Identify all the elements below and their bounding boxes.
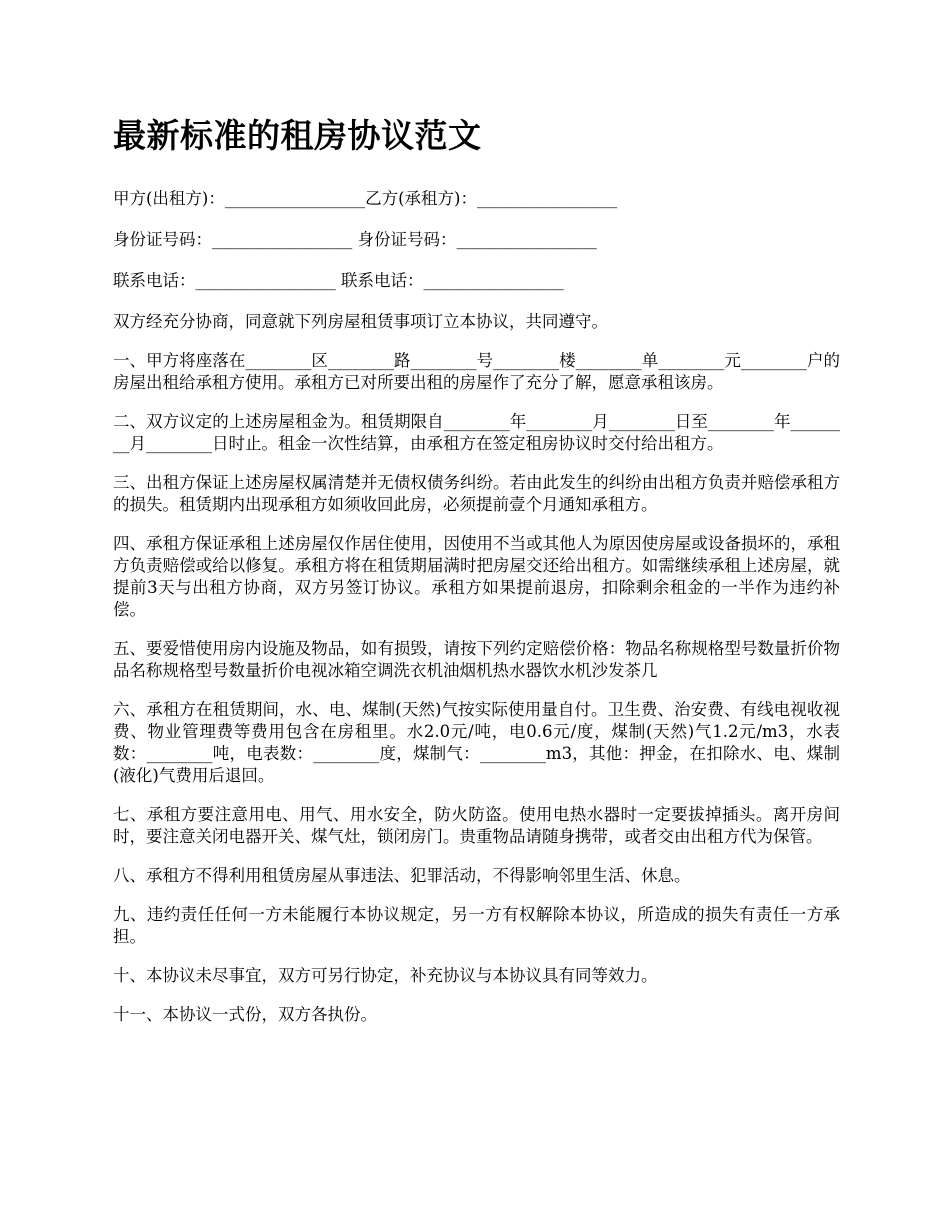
clause-5-paragraph: 五、要爱惜使用房内设施及物品，如有损毁，请按下列约定赔偿价格：物品名称规格型号数量折价物品名称规格型号数量折价电视冰箱空调洗衣机油烟机热水器饮水机沙发茶几 <box>113 639 840 680</box>
clause-9-paragraph: 九、违约责任任何一方未能履行本协议规定，另一方有权解除本协议，所造成的损失有责任一方承担。 <box>113 905 840 946</box>
phone-number-line: 联系电话：_________________ 联系电话：_________________ <box>113 271 564 290</box>
clause-1-paragraph: 一、甲方将座落在________区________路________号________楼________单________元________户的房屋出租给承租方使用。承租方已对所要出租的房屋作了充分了解，愿意承租该房。 <box>113 351 840 392</box>
document-title: 最新标准的租房协议范文 <box>113 116 482 155</box>
id-number-line: 身份证号码：_________________ 身份证号码：_________________ <box>113 230 597 249</box>
document-page <box>113 112 840 1043</box>
clause-2-paragraph: 二、双方议定的上述房屋租金为。租赁期限自________年________月________日至________年________月________日时止。租金一次性结算，由承租方在签定租房协议时交付给出租方。 <box>113 412 840 453</box>
clause-7-paragraph: 七、承租方要注意用电、用气、用水安全，防火防盗。使用电热水器时一定要拔掉插头。离开房间时，要注意关闭电器开关、煤气灶，锁闭房门。贵重物品请随身携带，或者交由出租方代为保管。 <box>113 805 840 846</box>
clause-3-paragraph: 三、出租方保证上述房屋权属清楚并无债权债务纠纷。若由此发生的纠纷由出租方负责并赔偿承租方的损失。租赁期内出现承租方如须收回此房，必须提前壹个月通知承租方。 <box>113 473 840 514</box>
party-names-line: 甲方(出租方)：_________________乙方(承租方)：_________________ <box>113 189 618 208</box>
clause-8-paragraph: 八、承租方不得利用租赁房屋从事违法、犯罪活动，不得影响邻里生活、休息。 <box>113 866 691 885</box>
clause-6-paragraph: 六、承租方在租赁期间，水、电、煤制(天然)气按实际使用量自付。卫生费、治安费、有线电视收视费、物业管理费等费用包含在房租里。水2.0元/吨，电0.6元/度，煤制(天然)气1.2元/m3，水表数：________吨，电表数：________度，煤制气：________m3，其他：押金，在扣除水、电、煤制(液化)气费用后退回。 <box>113 700 840 785</box>
clause-4-paragraph: 四、承租方保证承租上述房屋仅作居住使用，因使用不当或其他人为原因使房屋或设备损坏的，承租方负责赔偿或给以修复。承租方将在租赁期届满时把房屋交还给出租方。如需继续承租上述房屋，就提前3天与出租方协商，双方另签订协议。承租方如果提前退房，扣除剩余租金的一半作为违约补偿。 <box>113 534 840 619</box>
clause-10-paragraph: 十、本协议未尽事宜，双方可另行协定，补充协议与本协议具有同等效力。 <box>113 966 658 985</box>
intro-paragraph: 双方经充分协商，同意就下列房屋租赁事项订立本协议，共同遵守。 <box>113 312 608 331</box>
clause-11-paragraph: 十一、本协议一式份，双方各执份。 <box>113 1005 377 1024</box>
